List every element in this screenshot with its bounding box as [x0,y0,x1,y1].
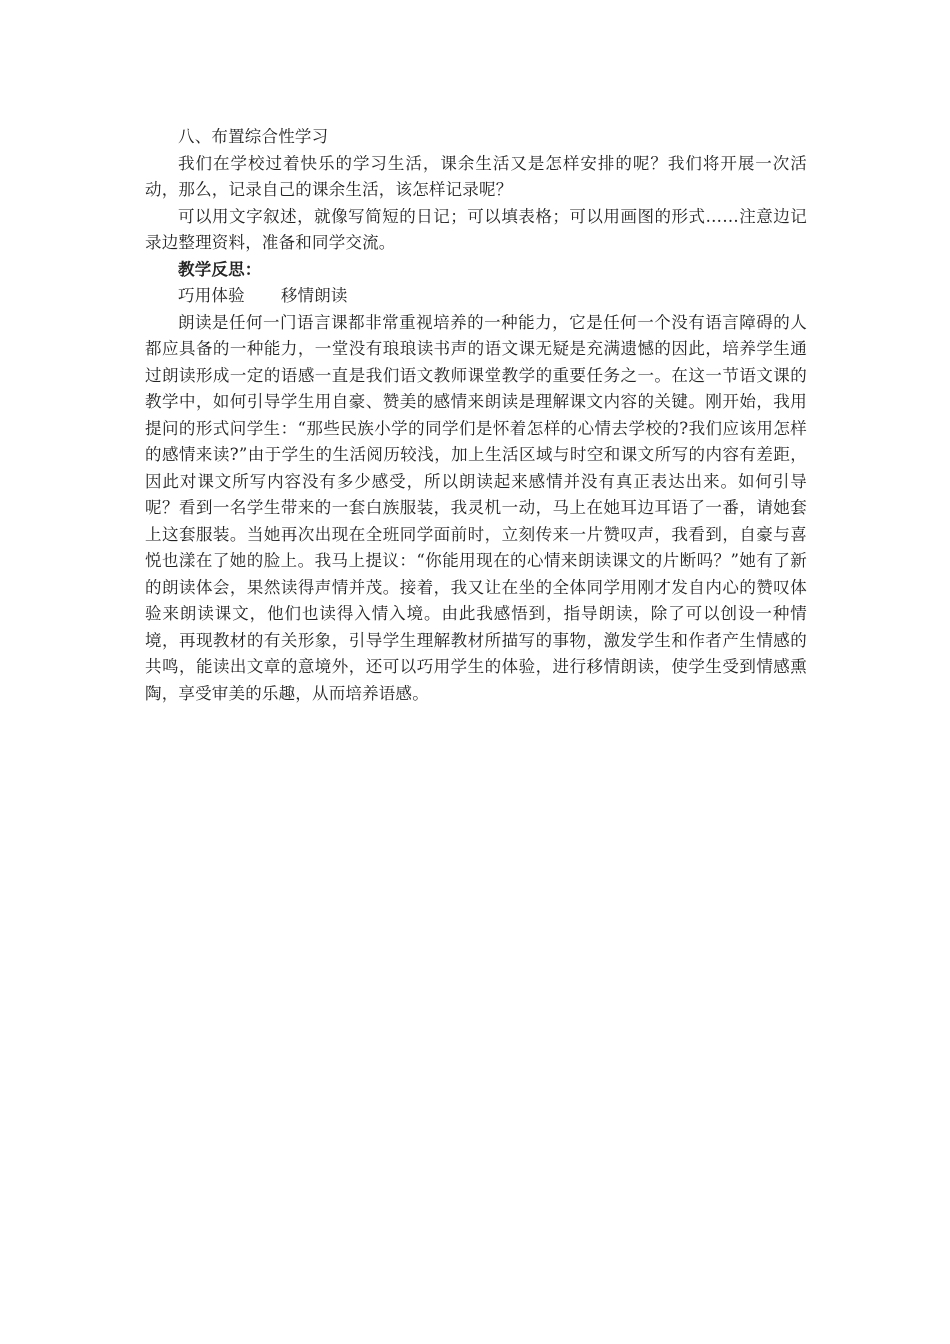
paragraph-recording-methods: 可以用文字叙述，就像写简短的日记；可以填表格；可以用画图的形式……注意边记录边整理资料，准备和同学交流。 [145,206,807,252]
paragraph-activity: 我们在学校过着快乐的学习生活，课余生活又是怎样安排的呢？我们将开展一次活动，那么，记录自己的课余生活，该怎样记录呢？ [145,153,807,199]
reflection-heading: 教学反思： [178,259,262,279]
reflection-subtitle [145,283,807,310]
reflection-subtitle-left: 巧用体验 [178,286,245,305]
document-page [145,124,807,707]
section-heading: 八、布置综合性学习 [178,127,329,146]
reflection-body: 朗读是任何一门语言课都非常重视培养的一种能力，它是任何一个没有语言障碍的人都应具备的一种能力，一堂没有琅琅读书声的语文课无疑是充满遗憾的因此，培养学生通过朗读形成一定的语感一直是我们语文教师课堂教学的重要任务之一。在这一节语文课的教学中，如何引导学生用自豪、赞美的感情来朗读是理解课文内容的关键。刚开始，我用提问的形式问学生：“那些民族小学的同学们是怀着怎样的心情去学校的?我们应该用怎样的感情来读?”由于学生的生活阅历较浅，加上生活区域与时空和课文所写的内容有差距，因此对课文所写内容没有多少感受，所以朗读起来感情并没有真正表达出来。如何引导呢？看到一名学生带来的一套白族服装，我灵机一动，马上在她耳边耳语了一番，请她套上这套服装。当她再次出现在全班同学面前时，立刻传来一片赞叹声，我看到，自豪与喜悦也漾在了她的脸上。我马上提议：“你能用现在的心情来朗读课文的片断吗？”她有了新的朗读体会，果然读得声情并茂。接着，我又让在坐的全体同学用刚才发自内心的赞叹体验来朗读课文，他们也读得入情入境。由此我感悟到，指导朗读，除了可以创设一种情境，再现教材的有关形象，引导学生理解教材所描写的事物，激发学生和作者产生情感的共鸣，能读出文章的意境外，还可以巧用学生的体验，进行移情朗读，使学生受到情感熏陶，享受审美的乐趣，从而培养语感。 [145,312,807,703]
reflection-subtitle-right: 移情朗读 [280,286,348,305]
